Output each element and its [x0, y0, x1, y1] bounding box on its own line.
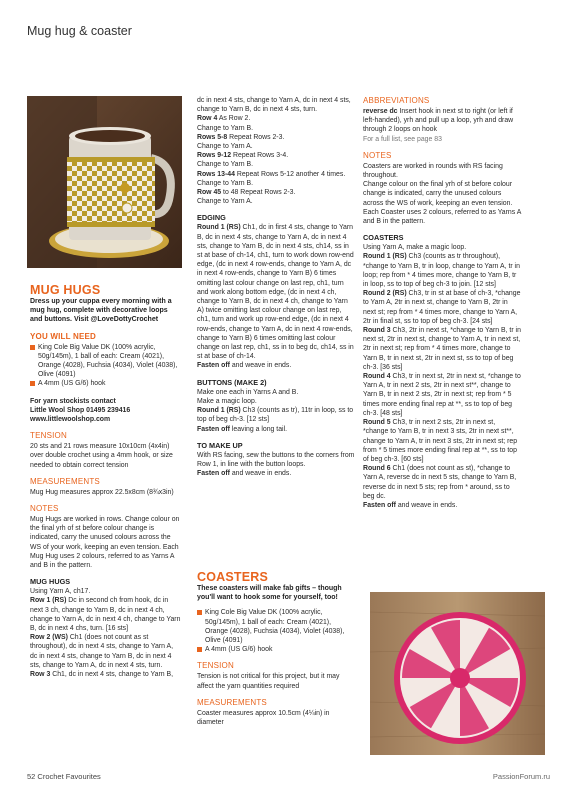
text-span: With RS facing, sew the buttons to the corners from Row 1, in line with the button loops.: [197, 451, 355, 468]
column-left: [30, 283, 182, 679]
coasters-intro: These coasters will make fab gifts – though you'll want to hook some for yourself, too!: [197, 585, 342, 602]
column-middle: [197, 96, 355, 478]
text-span: Insert hook in next st to right (or left if left-handed), yrh and pull up a loop, yrh and draw through 2 loops on hook: [363, 108, 514, 134]
abbreviations-heading: ABBREVIATIONS: [363, 96, 430, 105]
bold-label: Fasten off: [197, 425, 230, 433]
text-span: Ch1 (does not count as st), *change to Yarn A, reverse dc in next 5 sts, change to Yarn B, reverse dc in next 5 sts; rep from * around, ss to beg dc.: [363, 465, 517, 500]
pattern-line: [197, 179, 355, 188]
text-span: Change to Yarn A.: [197, 143, 253, 151]
pattern-line: [197, 96, 355, 114]
text-span: Repeat Rows 2-3.: [227, 133, 285, 141]
pattern-line: [197, 160, 355, 169]
text-span: Using Yarn A, ch17.: [30, 588, 91, 596]
column-right: [363, 96, 521, 510]
pattern-line: [197, 151, 355, 160]
stockists-line-3: www.littlewoolshop.com: [30, 416, 111, 424]
text-span: and weave in ends.: [395, 501, 458, 509]
bold-label: Round 3: [363, 327, 391, 335]
text-span: Ch1, dc in first 4 sts, change to Yarn B, dc in next 4 sts, change to Yarn A, dc in next 4 sts, change to Yarn B, dc in next 4 sts, ch14, ss in st at base of ch-14, ch1, turn to work down row-end edge, (dc in next 4 row-ends, change to Yarn A, dc in next 4 row-ends, change to Yarn B) 6 times omitting last colour change on last rep, ch1, turn and work along bottom edge, (dc in next 4 ch, change to Yarn B, dc in next 4 ch, change to Yarn A) twice omitting last colour change on last rep, ch1, turn and work up row-end edge, (dc in next 4 row-ends, change to Yarn A, dc in next 4 row-ends, change to Yarn B) 6 times omitting last colour change on last rep, ch1, ss in to beg dc, ch14, ss in st at base of ch-14.: [197, 224, 354, 361]
text-span: Using Yarn A, make a magic loop.: [363, 244, 467, 252]
page-footer: [27, 772, 101, 781]
stockists-line-1: For yarn stockists contact: [30, 397, 116, 405]
coaster-photo: [370, 592, 545, 755]
pattern-line: [197, 114, 355, 123]
text-span: Ch3 (counts as tr), 11tr in loop, ss to top of beg ch-3. [12 sts]: [197, 407, 354, 424]
text-span: dc in next 4 sts, change to Yarn A, dc in next 4 sts, change to Yarn B, dc in next 4 sts, turn.: [197, 97, 351, 114]
coaster-round: [363, 418, 521, 464]
coaster-round: [363, 326, 521, 372]
pattern-line: [197, 142, 355, 151]
bold-label: Round 1 (RS): [197, 407, 241, 415]
bold-label: Round 2 (RS): [363, 290, 407, 298]
buttons-line: [197, 397, 355, 406]
measurements-text: Mug Hug measures approx 22.5x8cm (8¾x3in): [30, 488, 174, 496]
make-up-line: [197, 469, 355, 478]
text-span: Ch3, tr in next st, 2tr in next st, *change to Yarn A, tr in next 2 sts, 2tr in next st**, change to Yarn B, tr in next 2 sts, 2tr in next st; rep from * 5 times more ending final rep at **, ss to top of beg ch-3. [48 sts]: [363, 373, 521, 417]
make-up-heading: TO MAKE UP: [197, 440, 243, 450]
text-span: leaving a long tail.: [229, 425, 288, 433]
bold-label: Round 6: [363, 465, 391, 473]
text-span: Make one each in Yarns A and B.: [197, 388, 299, 396]
bold-label: Rows 13-44: [197, 170, 235, 178]
coaster-yarn-item: King Cole Big Value DK (100% acrylic, 50g/145m), 1 ball of each: Cream (4021), Orange (4028), Fuchsia (4034), Violet (4038), Olive (4091): [197, 608, 355, 645]
text-span: to 48 Repeat Rows 2-3.: [221, 189, 296, 197]
text-span: As Row 2.: [217, 115, 251, 123]
bold-label: Round 1 (RS): [197, 224, 241, 232]
footer-text: 52 Crochet Favourites: [27, 772, 101, 781]
text-span: Ch3 (counts as tr throughout), *change to Yarn B, tr in loop, change to Yarn A, tr in loop; rep from * 4 times more, change to Yarn B, tr in loop, ss to top of beg ch-3 to join. [12 sts]: [363, 253, 520, 289]
page-title: Mug hug & coaster: [27, 24, 132, 38]
text-span: Ch3, tr in st at base of ch-3, *change to Yarn A, 2tr in next st, change to Yarn B, 2tr in next st; rep from * 4 times more, change to Yarn A, 2tr in final st, ss to top of beg ch-3. [24 sts]: [363, 290, 521, 325]
coaster-hook-item: A 4mm (US G/6) hook: [197, 645, 355, 654]
make-up-line: [197, 451, 355, 469]
text-span: Make a magic loop.: [197, 397, 257, 405]
mug-hugs-pattern-heading: MUG HUGS: [30, 577, 71, 587]
bold-label: Row 4: [197, 115, 218, 123]
text-span: Ch3, 2tr in next st, *change to Yarn B, tr in next st, 2tr in next st, change to Yarn A, tr in next st, 2tr in next st; rep from * 4 times more, change to Yarn B, tr in next st, 2tr in next st, ss to top of beg ch-3. [36 sts]: [363, 327, 521, 371]
pattern-line: [197, 188, 355, 197]
mug-hug-photo: [27, 96, 182, 268]
mug-hugs-heading: MUG HUGS: [30, 283, 101, 297]
text-span: Dc in second ch from hook, dc in next 3 ch, change to Yarn B, dc in next 4 ch, change to Yarn A, dc in next 4 ch, change to Yarn B, dc in next 4 chs, turn. [16 sts]: [30, 597, 181, 633]
yarn-item: King Cole Big Value DK (100% acrylic, 50g/145m), 1 ball of each: Cream (4021), Orange (4028), Fuchsia (4034), Violet (4038), Olive (4091): [30, 343, 182, 380]
coasters-intro-block: [197, 570, 355, 727]
pattern-line: [30, 596, 182, 633]
text-span: Repeat Rows 5-12 another 4 times.: [234, 170, 346, 178]
coasters-heading: COASTERS: [197, 570, 269, 584]
you-will-need-heading: YOU WILL NEED: [30, 331, 97, 341]
text-span: and weave in ends.: [229, 362, 292, 370]
notes-line-2: Change colour on the final yrh of st before colour change is indicated, carry the unused colours across the WS of work, keeping an even tension.: [363, 181, 513, 207]
buttons-line: [197, 425, 355, 434]
text-span: Repeat Rows 3-4.: [231, 152, 289, 160]
edging-round-1: [197, 223, 355, 361]
pattern-line: [30, 587, 182, 596]
bold-label: Round 1 (RS): [363, 253, 407, 261]
notes-heading-right: NOTES: [363, 150, 392, 160]
bold-label: Row 1 (RS): [30, 597, 67, 605]
bold-label: Fasten off: [363, 501, 396, 509]
bold-label: Row 3: [30, 671, 51, 679]
text-span: Ch3, tr in next 2 sts, 2tr in next st, *change to Yarn B, tr in next 3 sts, 2tr in next st**, change to Yarn A, tr in next 3 sts, 2tr in next st; rep from * 5 times more ending final rep at **, ss to top of beg ch-3. [60 sts]: [363, 419, 518, 463]
text-span: Change to Yarn B.: [197, 179, 254, 187]
coaster-round: [363, 243, 521, 252]
coaster-measurements-text: Coaster measures approx 10.5cm (4¼in) in diameter: [197, 709, 330, 727]
text-span: Ch1, dc in next 4 sts, change to Yarn B,: [50, 671, 173, 679]
measurements-heading: MEASUREMENTS: [30, 476, 100, 486]
abbreviations-full-list: For a full list, see page 83: [363, 135, 442, 143]
pattern-line: [30, 633, 182, 670]
pattern-line: [197, 170, 355, 179]
stockists-line-2: Little Wool Shop 01495 239416: [30, 406, 131, 414]
bold-label: Rows 5-8: [197, 133, 228, 141]
tension-heading: TENSION: [30, 431, 67, 441]
buttons-line: [197, 406, 355, 424]
bold-label: Fasten off: [197, 470, 230, 478]
pattern-line: [197, 133, 355, 142]
bold-label: Row 45: [197, 189, 222, 197]
bold-label: Fasten off: [197, 362, 230, 370]
coaster-round: [363, 464, 521, 501]
watermark: PassionForum.ru: [492, 772, 550, 781]
buttons-line: [197, 388, 355, 397]
bold-label: reverse dc: [363, 108, 398, 115]
text-span: Ch1 (does not count as st throughout), dc in next 4 sts, change to Yarn A, dc in next 4 sts, change to Yarn B, dc in next 4 sts, change to Yarn A, dc in next 4 sts, turn.: [30, 634, 174, 669]
bold-label: Round 5: [363, 419, 391, 427]
pattern-line: [30, 670, 182, 679]
tension-text: 20 sts and 21 rows measure 10x10cm (4x4in) over double crochet using a 4mm hook, or size needed to obtain correct tension: [30, 443, 173, 469]
text-span: and weave in ends.: [229, 470, 292, 478]
bold-label: Rows 9-12: [197, 152, 232, 160]
coaster-measurements-heading: MEASUREMENTS: [197, 697, 267, 707]
coaster-round: [363, 372, 521, 418]
coaster-round: [363, 289, 521, 326]
coaster-round: [363, 501, 521, 510]
buttons-heading: BUTTONS (MAKE 2): [197, 377, 267, 387]
mug-photo-illustration: [27, 96, 182, 268]
abbreviation-entry: [363, 107, 521, 135]
notes-line-1: Coasters are worked in rounds with RS facing throughout.: [363, 162, 503, 180]
notes-line-3: Each Coaster uses 2 colours, referred to as Yarns A and B in the pattern.: [363, 208, 521, 226]
pattern-line: [197, 124, 355, 133]
mug-hugs-intro: Dress up your cuppa every morning with a mug hug, complete with decorative loops and buttons. Visit @LoveDottyCrochet: [30, 298, 172, 324]
coaster-round: [363, 252, 521, 289]
bold-label: Round 4: [363, 373, 391, 381]
coaster-tension-text: Tension is not critical for this project, but it may affect the yarn quantities required: [197, 673, 340, 690]
hook-item: A 4mm (US G/6) hook: [30, 379, 182, 388]
notes-text: Mug Hugs are worked in rows. Change colour on the final yrh of st before colour change is indicated, carry the unused colours across the WS of your work, keeping an even tension. Each Mug Hug uses 2 colours, referred to as Yarns A and B in the pattern.: [30, 516, 180, 570]
text-span: Change to Yarn B.: [197, 124, 254, 132]
pattern-line: [197, 197, 355, 206]
edging-fasten-off: [197, 361, 355, 370]
bold-label: Row 2 (WS): [30, 634, 68, 642]
coasters-pattern-heading: COASTERS: [363, 233, 404, 243]
edging-heading: EDGING: [197, 213, 226, 223]
text-span: Change to Yarn A.: [197, 198, 253, 206]
text-span: Change to Yarn B.: [197, 161, 254, 169]
coaster-photo-illustration: [370, 592, 545, 755]
notes-heading: NOTES: [30, 504, 59, 514]
coaster-tension-heading: TENSION: [197, 661, 234, 671]
